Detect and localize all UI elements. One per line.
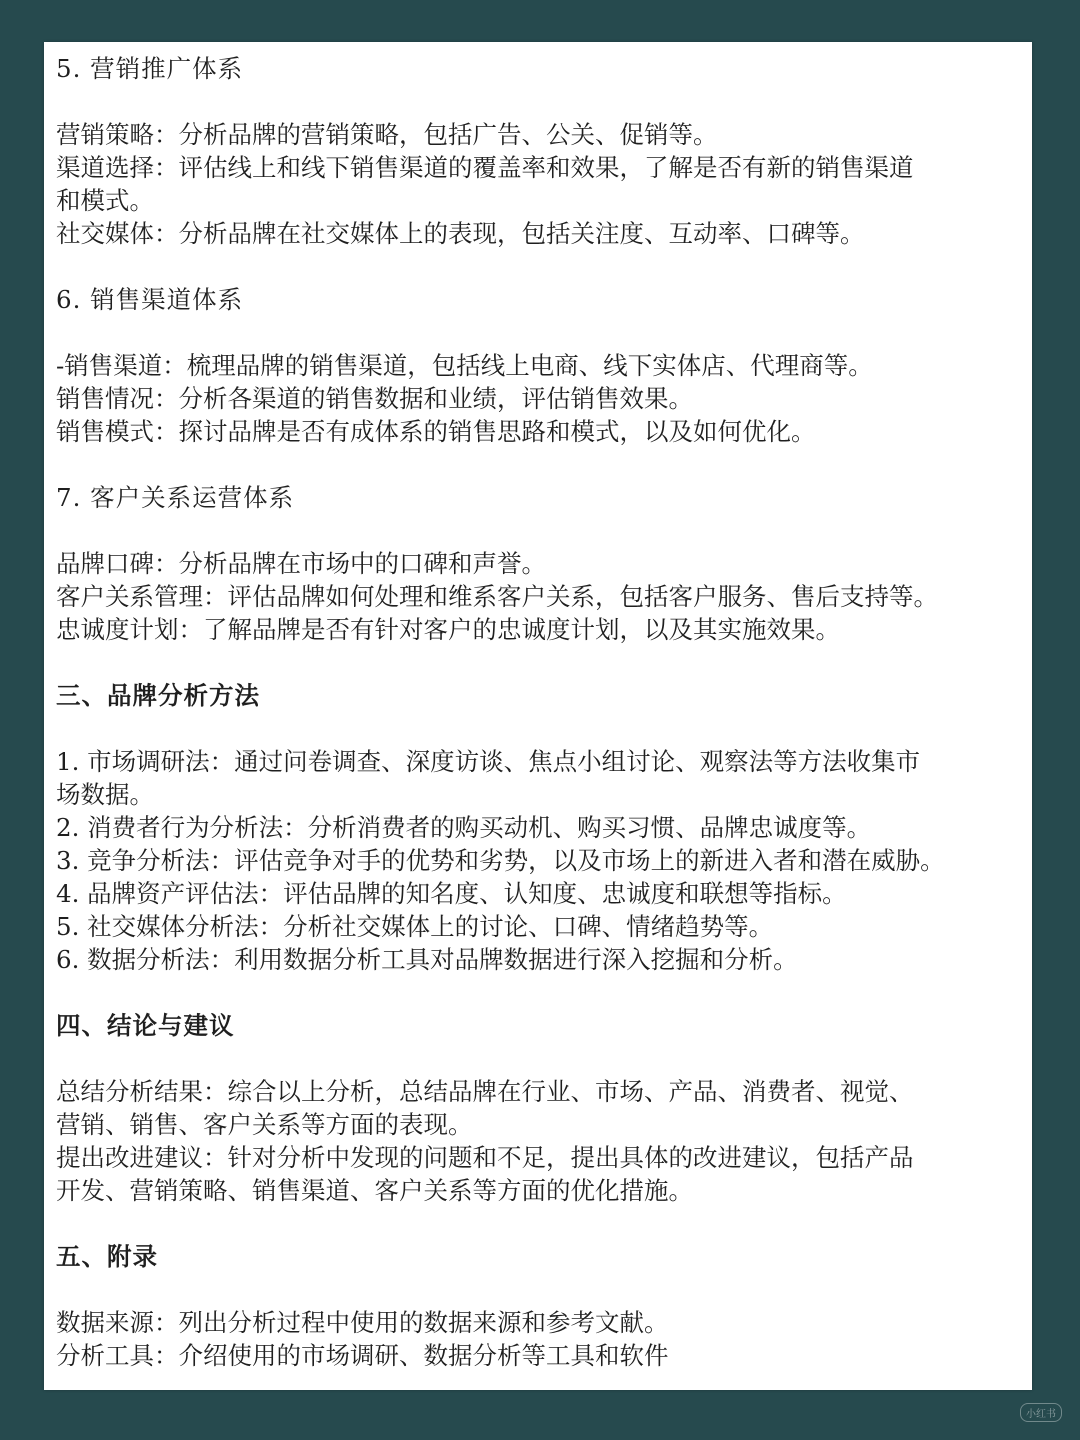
methods-line: 6. 数据分析法：利用数据分析工具对品牌数据进行深入挖掘和分析。 — [56, 945, 798, 974]
section-5-line: 社交媒体：分析品牌在社交媒体上的表现，包括关注度、互动率、口碑等。 — [56, 219, 865, 248]
section-6-line: -销售渠道：梳理品牌的销售渠道，包括线上电商、线下实体店、代理商等。 — [56, 351, 873, 380]
spacer — [56, 976, 1028, 1009]
section-6-line: 销售情况：分析各渠道的销售数据和业绩，评估销售效果。 — [56, 384, 693, 413]
section-5-title: 5. 营销推广体系 — [56, 54, 244, 83]
section-5-line: 渠道选择：评估线上和线下销售渠道的覆盖率和效果，了解是否有新的销售渠道 — [56, 153, 914, 182]
appendix-line: 分析工具：介绍使用的市场调研、数据分析等工具和软件 — [56, 1341, 669, 1370]
spacer — [56, 85, 1028, 118]
methods-line: 2. 消费者行为分析法：分析消费者的购买动机、购买习惯、品牌忠诚度等。 — [56, 813, 872, 842]
spacer — [56, 514, 1028, 547]
spacer — [56, 448, 1028, 481]
spacer — [56, 1042, 1028, 1075]
document-content — [56, 52, 1028, 1372]
section-6-line: 销售模式：探讨品牌是否有成体系的销售思路和模式，以及如何优化。 — [56, 417, 816, 446]
conclusion-line: 提出改进建议：针对分析中发现的问题和不足，提出具体的改进建议，包括产品 — [56, 1143, 914, 1172]
spacer — [56, 1207, 1028, 1240]
methods-line: 3. 竞争分析法：评估竞争对手的优势和劣势，以及市场上的新进入者和潜在威胁。 — [56, 846, 945, 875]
methods-heading: 三、品牌分析方法 — [56, 681, 260, 710]
conclusion-heading: 四、结论与建议 — [56, 1011, 235, 1040]
section-5-line: 和模式。 — [56, 186, 154, 215]
methods-line: 5. 社交媒体分析法：分析社交媒体上的讨论、口碑、情绪趋势等。 — [56, 912, 774, 941]
spacer — [56, 712, 1028, 745]
spacer — [56, 316, 1028, 349]
spacer — [56, 646, 1028, 679]
section-5-line: 营销策略：分析品牌的营销策略，包括广告、公关、促销等。 — [56, 120, 718, 149]
spacer — [56, 250, 1028, 283]
section-7-line: 品牌口碑：分析品牌在市场中的口碑和声誉。 — [56, 549, 546, 578]
methods-line: 场数据。 — [56, 780, 154, 809]
section-7-line: 忠诚度计划：了解品牌是否有针对客户的忠诚度计划，以及其实施效果。 — [56, 615, 840, 644]
conclusion-line: 总结分析结果：综合以上分析，总结品牌在行业、市场、产品、消费者、视觉、 — [56, 1077, 914, 1106]
document-page — [44, 42, 1032, 1390]
watermark-logo: 小红书 — [1020, 1403, 1062, 1422]
spacer — [56, 1273, 1028, 1306]
appendix-heading: 五、附录 — [56, 1242, 158, 1271]
methods-line: 4. 品牌资产评估法：评估品牌的知名度、认知度、忠诚度和联想等指标。 — [56, 879, 847, 908]
conclusion-line: 营销、销售、客户关系等方面的表现。 — [56, 1110, 473, 1139]
conclusion-line: 开发、营销策略、销售渠道、客户关系等方面的优化措施。 — [56, 1176, 693, 1205]
section-7-line: 客户关系管理：评估品牌如何处理和维系客户关系，包括客户服务、售后支持等。 — [56, 582, 938, 611]
appendix-line: 数据来源：列出分析过程中使用的数据来源和参考文献。 — [56, 1308, 669, 1337]
section-7-title: 7. 客户关系运营体系 — [56, 483, 295, 512]
section-6-title: 6. 销售渠道体系 — [56, 285, 244, 314]
methods-line: 1. 市场调研法：通过问卷调查、深度访谈、焦点小组讨论、观察法等方法收集市 — [56, 747, 921, 776]
